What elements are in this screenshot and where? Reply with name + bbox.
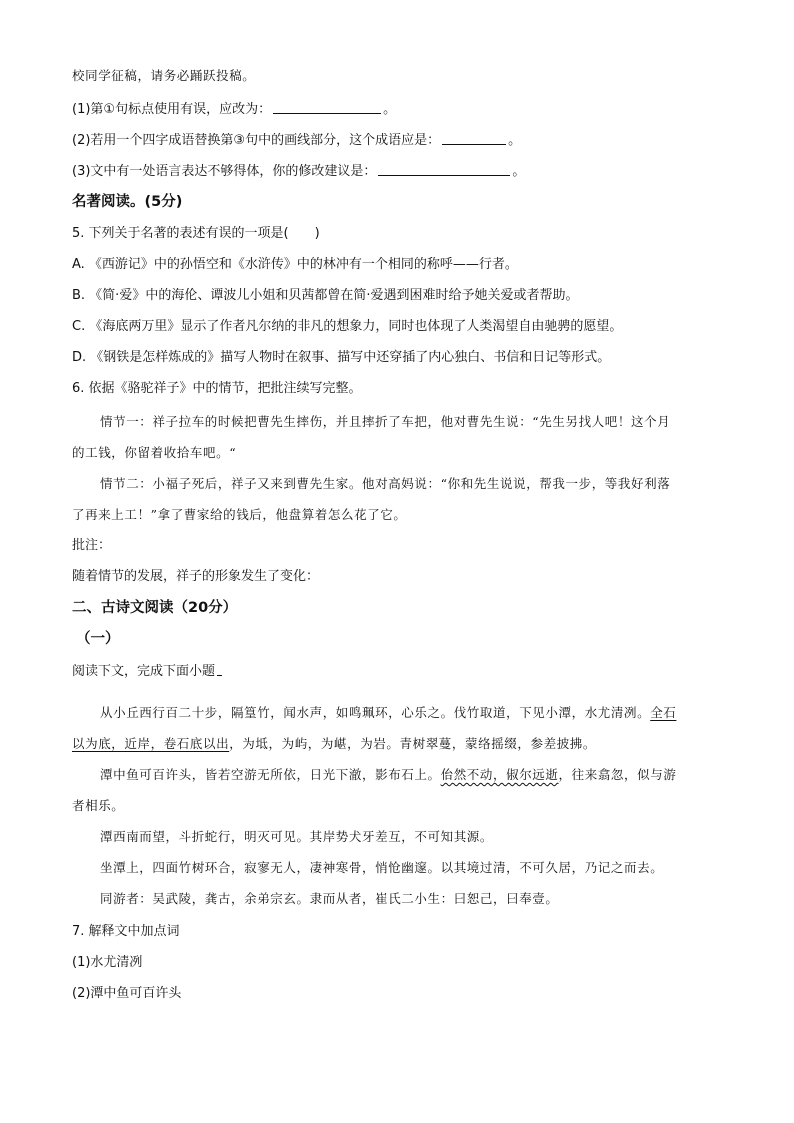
- question-4-sub-3-end: 。: [512, 164, 526, 179]
- question-5-option-c: C. 《海底两万里》显示了作者凡尔纳的非凡的想象力，同时也体现了人类渴望自由驰骋的愿望。: [72, 319, 623, 334]
- question-5-stem: 5. 下列关于名著的表述有误的一项是( ): [72, 226, 320, 241]
- question-7-item-1: (1)水尤清冽: [72, 955, 143, 970]
- plot-2-line-1: 情节二：小福子死后，祥子又来到曹先生家。他对高妈说：“你和先生说说，帮我一步，等我好利落: [100, 476, 671, 491]
- question-5-option-d: D. 《钢铁是怎样炼成的》描写人物时在叙事、描写中还穿插了内心独白、书信和日记等形式。: [72, 350, 611, 365]
- answer-blank-3[interactable]: [378, 163, 510, 176]
- question-6-stem: 6. 依据《骆驼祥子》中的情节，把批注续写完整。: [72, 381, 362, 396]
- question-4-sub-1-end: 。: [383, 102, 397, 117]
- passage-text: 潭中鱼可百许头，皆若空游无所依，日光下澈，影布石上。: [100, 767, 441, 782]
- passage-para-2-line-1: [100, 767, 676, 783]
- passage-para-1-line-1: [100, 705, 676, 721]
- reading-prompt-text: 阅读下文，完成下面小题: [72, 664, 216, 679]
- reading-prompt: [72, 664, 224, 680]
- passage-text: ，为坻，为屿，为嵁，为岩。青树翠蔓，蒙络摇缀，参差披拂。: [229, 736, 597, 751]
- annotation-label: 批注：: [72, 538, 112, 553]
- question-5-option-a: A. 《西游记》中的孙悟空和《水浒传》中的林冲有一个相同的称呼——行者。: [72, 257, 518, 272]
- question-5-option-b: B. 《简·爱》中的海伦、谭波儿小姐和贝茜都曾在简·爱遇到困难时给予她关爱或者帮助。: [72, 288, 579, 303]
- question-7-stem: 7. 解释文中加点词: [72, 924, 180, 939]
- question-4-sub-2-text: (2)若用一个四字成语替换第③句中的画线部分，这个成语应是：: [72, 133, 441, 148]
- wavy-underlined-phrase: 佁然不动，俶尔远逝: [440, 767, 559, 782]
- plot-1-line-2: 的工钱，你留着收拾车吧。“: [72, 445, 237, 460]
- underlined-phrase: 以为底，近岸，卷石底以出: [72, 736, 230, 751]
- plot-1-line-1: 情节一：祥子拉车的时候把曹先生摔伤，并且摔折了车把，他对曹先生说：“先生另找人吧！这个月: [100, 414, 671, 429]
- passage-para-5: 同游者：吴武陵，龚古，余弟宗玄。隶而从者，崔氏二小生：曰恕己，曰奉壹。: [100, 891, 559, 906]
- answer-blank-1[interactable]: [273, 101, 381, 114]
- passage-para-4: 坐潭上，四面竹树环合，寂寥无人，凄神寒骨，悄怆幽邃。以其境过清，不可久居，乃记之而去。: [100, 860, 664, 875]
- section-heading-classics: 名著阅读。(5分): [72, 194, 183, 210]
- underlined-phrase: 全石: [650, 705, 677, 720]
- passage-para-2-line-2: 者相乐。: [72, 798, 125, 813]
- question-4-sub-2-end: 。: [508, 133, 522, 148]
- passage-text: 从小丘西行百二十步，隔篁竹，闻水声，如鸣珮环，心乐之。伐竹取道，下见小潭，水尤清冽。: [100, 705, 651, 720]
- question-4-sub-1: [72, 101, 396, 118]
- passage-text: ，往来翕忽，似与游: [558, 767, 677, 782]
- question-4-sub-3-text: (3)文中有一处语言表达不够得体，你的修改建议是：: [72, 164, 377, 179]
- question-4-sub-2: [72, 132, 521, 149]
- sub-section-heading: （一）: [76, 631, 120, 647]
- answer-blank-2[interactable]: [442, 132, 506, 145]
- plot-2-line-2: 了再来上工！”拿了曹家给的钱后，他盘算着怎么花了它。: [72, 507, 407, 522]
- question-4-sub-3: [72, 163, 525, 180]
- prompt-underline-mark: [217, 665, 222, 676]
- question-7-item-2: (2)潭中鱼可百许头: [72, 986, 182, 1001]
- continued-text-line: 校同学征稿，请务必踊跃投稿。: [72, 68, 256, 83]
- question-4-sub-1-text: (1)第①句标点使用有误，应改为：: [72, 102, 272, 117]
- passage-para-1-line-2: [72, 736, 596, 752]
- section-heading-ancient-texts: 二、古诗文阅读（20分）: [72, 600, 238, 616]
- annotation-text: 随着情节的发展，祥子的形象发生了变化：: [72, 569, 320, 584]
- passage-para-3: 潭西南而望，斗折蛇行，明灭可见。其岸势犬牙差互，不可知其源。: [100, 829, 494, 844]
